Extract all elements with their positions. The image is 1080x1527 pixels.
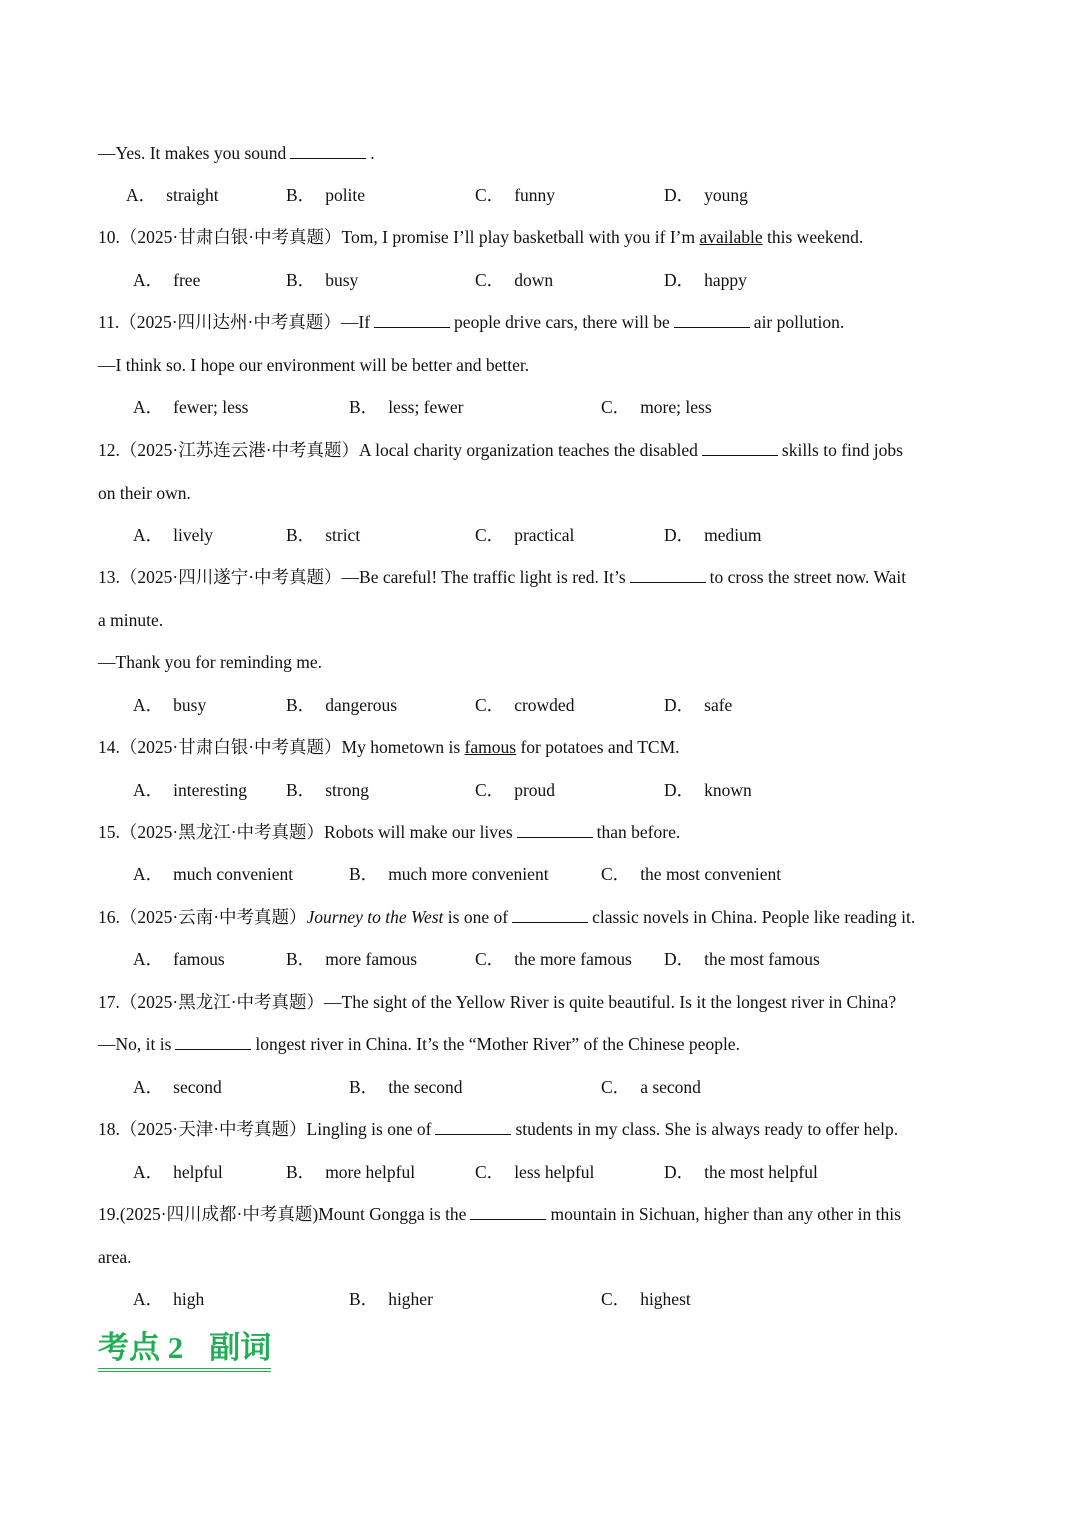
q19-stem: 19.(2025·四川成都·中考真题)Mount Gongga is the mountain in Sichuan, higher than any other in this	[98, 1204, 901, 1224]
answer-blank[interactable]	[674, 311, 750, 328]
q16-option-c[interactable]: C． the more famous	[475, 949, 632, 969]
q16-stem: 16.（2025·云南·中考真题）Journey to the West is one of classic novels in China. People like reading it.	[98, 907, 916, 927]
q17-line2: —No, it is longest river in China. It’s the “Mother River” of the Chinese people.	[98, 1034, 740, 1054]
q10-option-b[interactable]: B． busy	[286, 270, 359, 290]
q19-options	[0, 1287, 1080, 1311]
q16-option-d[interactable]: D． the most famous	[664, 949, 820, 969]
q16-option-b[interactable]: B． more famous	[286, 949, 418, 969]
q17-option-a[interactable]: A． second	[133, 1077, 222, 1097]
section-label: 考点 2	[98, 1330, 184, 1365]
q14-option-b[interactable]: B． strong	[286, 780, 369, 800]
q9-option-c[interactable]: C． funny	[475, 185, 556, 205]
q9-line: —Yes. It makes you sound .	[98, 143, 375, 163]
q15-option-a[interactable]: A． much convenient	[133, 864, 294, 884]
answer-blank[interactable]	[290, 142, 366, 159]
q13-option-a[interactable]: A． busy	[133, 695, 207, 715]
q18-option-c[interactable]: C． less helpful	[475, 1162, 595, 1182]
q14-options	[0, 778, 1080, 802]
q10-option-c[interactable]: C． down	[475, 270, 554, 290]
q17-options	[0, 1075, 1080, 1099]
answer-blank[interactable]	[470, 1203, 546, 1220]
q18-option-b[interactable]: B． more helpful	[286, 1162, 416, 1182]
q15-option-b[interactable]: B． much more convenient	[349, 864, 549, 884]
q17-option-b[interactable]: B． the second	[349, 1077, 463, 1097]
section-heading	[98, 1328, 271, 1372]
q16-option-a[interactable]: A． famous	[133, 949, 225, 969]
q19-option-c[interactable]: C． highest	[601, 1289, 691, 1309]
q10-stem: 10.（2025·甘肃白银·中考真题）Tom, I promise I’ll play basketball with you if I’m available this weekend.	[98, 227, 864, 247]
q13-stem: 13.（2025·四川遂宁·中考真题）—Be careful! The traffic light is red. It’s to cross the street now. Wait	[98, 567, 907, 587]
q13-line3: —Thank you for reminding me.	[98, 652, 323, 672]
q13-option-c[interactable]: C． crowded	[475, 695, 575, 715]
answer-blank[interactable]	[702, 439, 778, 456]
q17-stem: 17.（2025·黑龙江·中考真题）—The sight of the Yellow River is quite beautiful. Is it the longest river in China?	[98, 992, 897, 1012]
q12-line2: on their own.	[98, 483, 191, 503]
q18-stem: 18.（2025·天津·中考真题）Lingling is one of students in my class. She is always ready to offer help.	[98, 1119, 899, 1139]
q14-option-a[interactable]: A． interesting	[133, 780, 248, 800]
q9-options	[0, 183, 1080, 207]
q11-option-a[interactable]: A． fewer; less	[133, 397, 249, 417]
q11-options	[0, 395, 1080, 419]
q10-options	[0, 268, 1080, 292]
q14-option-d[interactable]: D． known	[664, 780, 752, 800]
q10-option-d[interactable]: D． happy	[664, 270, 747, 290]
q11-line2: —I think so. I hope our environment will be better and better.	[98, 355, 530, 375]
q19-option-b[interactable]: B． higher	[349, 1289, 433, 1309]
q19-line2: area.	[98, 1247, 132, 1267]
answer-blank[interactable]	[374, 311, 450, 328]
q12-stem: 12.（2025·江苏连云港·中考真题）A local charity organization teaches the disabled skills to find jobs	[98, 440, 903, 460]
q13-options	[0, 693, 1080, 717]
q12-option-c[interactable]: C． practical	[475, 525, 575, 545]
q14-option-c[interactable]: C． proud	[475, 780, 556, 800]
q13-option-b[interactable]: B． dangerous	[286, 695, 398, 715]
q15-stem: 15.（2025·黑龙江·中考真题）Robots will make our lives than before.	[98, 822, 681, 842]
q12-option-b[interactable]: B． strict	[286, 525, 361, 545]
q14-stem: 14.（2025·甘肃白银·中考真题）My hometown is famous for potatoes and TCM.	[98, 737, 680, 757]
answer-blank[interactable]	[175, 1033, 251, 1050]
q15-options	[0, 862, 1080, 886]
q9-option-a[interactable]: A． straight	[126, 185, 219, 205]
q18-options	[0, 1160, 1080, 1184]
q13-option-d[interactable]: D． safe	[664, 695, 733, 715]
q11-option-b[interactable]: B． less; fewer	[349, 397, 464, 417]
q11-stem: 11.（2025·四川达州·中考真题）—If people drive cars, there will be air pollution.	[98, 312, 845, 332]
underlined-word: famous	[464, 737, 517, 757]
q11-option-c[interactable]: C． more; less	[601, 397, 712, 417]
q10-option-a[interactable]: A． free	[133, 270, 201, 290]
q13-line2: a minute.	[98, 610, 164, 630]
q16-options	[0, 947, 1080, 971]
answer-blank[interactable]	[512, 906, 588, 923]
section-title: 副词	[209, 1330, 272, 1365]
q9-option-d[interactable]: D． young	[664, 185, 748, 205]
q15-option-c[interactable]: C． the most convenient	[601, 864, 782, 884]
q12-options	[0, 523, 1080, 547]
q19-option-a[interactable]: A． high	[133, 1289, 205, 1309]
underlined-word: available	[699, 227, 763, 247]
q17-option-c[interactable]: C． a second	[601, 1077, 701, 1097]
answer-blank[interactable]	[517, 821, 593, 838]
answer-blank[interactable]	[435, 1118, 511, 1135]
q9-option-b[interactable]: B． polite	[286, 185, 366, 205]
answer-blank[interactable]	[630, 566, 706, 583]
q18-option-a[interactable]: A． helpful	[133, 1162, 223, 1182]
q12-option-a[interactable]: A． lively	[133, 525, 213, 545]
q18-option-d[interactable]: D． the most helpful	[664, 1162, 818, 1182]
q12-option-d[interactable]: D． medium	[664, 525, 762, 545]
